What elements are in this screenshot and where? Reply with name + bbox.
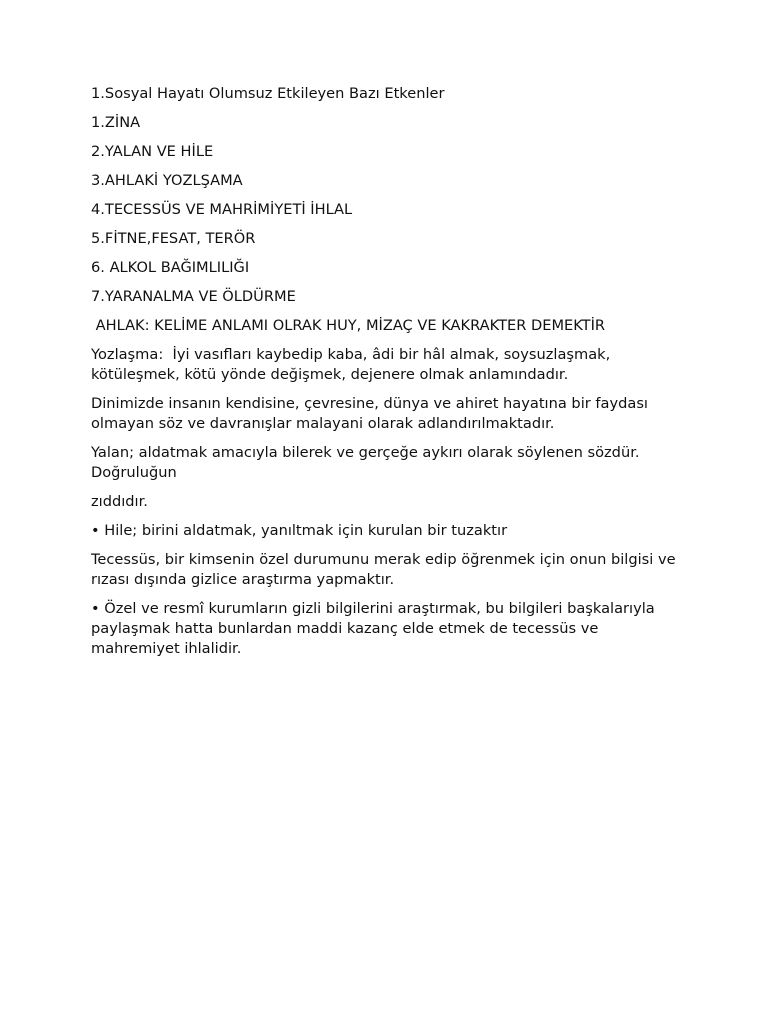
list-item-alkol: 6. ALKOL BAĞIMLILIĞI [91,259,250,276]
list-item-yalan-hile: 2.YALAN VE HİLE [91,143,214,160]
list-item-yaralama: 7.YARANALMA VE ÖLDÜRME [91,288,296,305]
list-item-tecessus: 4.TECESSÜS VE MAHRİMİYETİ İHLAL [91,201,353,218]
yalan-definition: Yalan; aldatmak amacıyla bilerek ve gerçeğe aykırı olarak söylenen sözdür. Doğruluğun [91,444,645,481]
ahlak-definition: AHLAK: KELİME ANLAMI OLRAK HUY, MİZAÇ VE KAKRAKTER DEMEKTİR [91,317,606,334]
list-item-zina: 1.ZİNA [91,114,141,131]
yozlasma-definition: Yozlaşma: İyi vasıfları kaybedip kaba, âdi bir hâl almak, soysuzlaşmak, kötüleşmek, kötü yönde değişmek, dejenere olmak anlamındadır. [91,346,615,383]
hile-bullet: • Hile; birini aldatmak, yanıltmak için kurulan bir tuzaktır [91,522,508,539]
malayani-paragraph: Dinimizde insanın kendisine, çevresine, dünya ve ahiret hayatına bir faydası olmayan söz ve davranışlar malayani olarak adlandırılmaktadır. [91,395,653,432]
tecessus-definition: Tecessüs, bir kimsenin özel durumunu merak edip öğrenmek için onun bilgisi ve rızası dışında gizlice araştırma yapmaktır. [91,551,681,588]
list-item-ahlaki-yozlasma: 3.AHLAKİ YOZLŞAMA [91,172,243,189]
document-page [91,84,691,668]
heading-line: 1.Sosyal Hayatı Olumsuz Etkileyen Bazı Etkenler [91,85,445,102]
list-item-fitne: 5.FİTNE,FESAT, TERÖR [91,230,256,247]
mahremiyet-bullet: • Özel ve resmî kurumların gizli bilgilerini araştırmak, bu bilgileri başkalarıyla paylaşmak hatta bunlardan maddi kazanç elde etmek de tecessüs ve mahremiyet ihlalidir. [91,600,660,657]
yalan-definition-continued: zıddıdır. [91,493,148,510]
